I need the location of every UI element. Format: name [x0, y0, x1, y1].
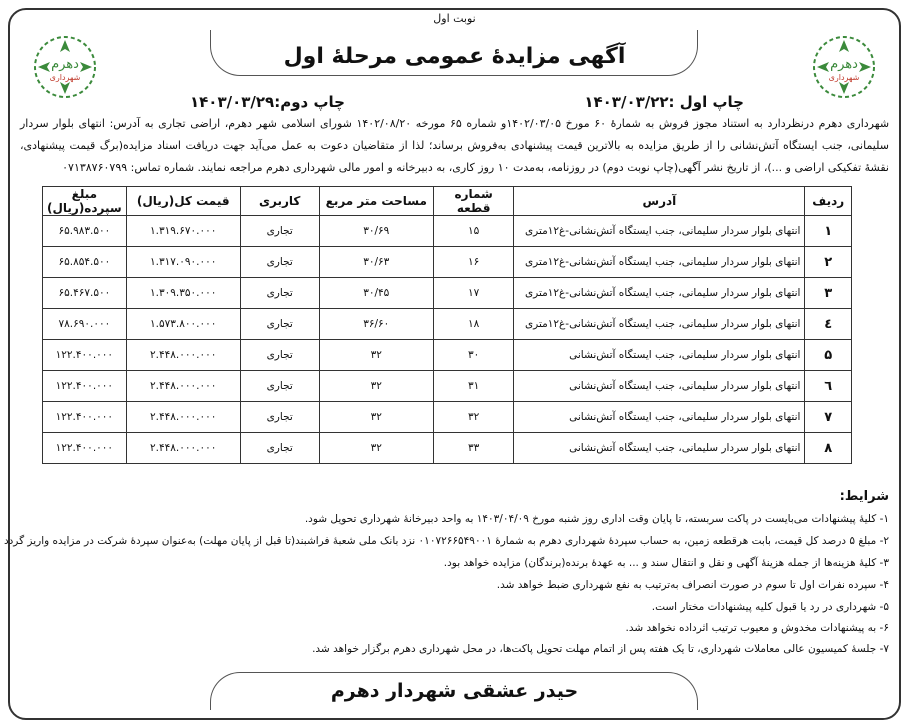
cell-index: ۵	[805, 340, 852, 371]
table-row	[43, 278, 852, 309]
col-area: مساحت متر مربع	[319, 187, 433, 216]
svg-text:دهرم: دهرم	[830, 57, 858, 72]
condition-item: ۱- کلیۀ پیشنهادات می‌بایست در پاکت سربسته، تا پایان وقت اداری روز شنبه مورخ ۱۴۰۳/۰۴/۰۹ به واحد دبیرخانۀ شهرداری تحویل شود.	[304, 513, 889, 525]
table-row	[43, 247, 852, 278]
cell-total-price: ۱.۵۷۳.۸۰۰.۰۰۰	[126, 309, 240, 340]
cell-usage: تجاری	[240, 340, 319, 371]
conditions-heading: شرایط:	[839, 489, 889, 504]
cell-address: انتهای بلوار سردار سلیمانی، جنب ایستگاه آتش‌نشانی	[514, 371, 805, 402]
cell-area: ۳۲	[319, 433, 433, 464]
cell-address: انتهای بلوار سردار سلیمانی، جنب ایستگاه آتش‌نشانی	[514, 340, 805, 371]
first-print-date: چاپ اول :۱۴۰۳/۰۳/۲۲	[584, 93, 744, 111]
cell-deposit: ۱۲۲.۴۰۰.۰۰۰	[43, 433, 127, 464]
condition-item: ۲- مبلغ ۵ درصد کل قیمت، بابت هرقطعه زمین، به حساب سپردۀ شهرداری دهرم به شمارۀ ۰۱۰۷۲۶۶۵۴۹۰۰۱ نزد بانک ملی شعبۀ فراشبند(تا قبل از پایان مهلت) به‌عنوان سپردۀ شرکت در مزایده واریز گردد	[3, 535, 889, 547]
cell-usage: تجاری	[240, 433, 319, 464]
condition-item: ۳- کلیۀ هزینه‌ها از جمله هزینۀ آگهی و نقل و انتقال سند و ... به عهدۀ برنده(برندگان) مزایده خواهد بود.	[443, 557, 889, 569]
cell-area: ۳۲	[319, 371, 433, 402]
table-header-row	[43, 187, 852, 216]
cell-lot-number: ۳۰	[433, 340, 513, 371]
turn-label: نوبت اول	[433, 12, 476, 25]
cell-lot-number: ۱۶	[433, 247, 513, 278]
cell-deposit: ۶۵.۸۵۴.۵۰۰	[43, 247, 127, 278]
cell-lot-number: ۳۱	[433, 371, 513, 402]
cell-usage: تجاری	[240, 247, 319, 278]
lots-table	[42, 186, 852, 464]
cell-total-price: ۲.۴۴۸.۰۰۰.۰۰۰	[126, 402, 240, 433]
cell-lot-number: ۱۷	[433, 278, 513, 309]
cell-index: ۲	[805, 247, 852, 278]
cell-address: انتهای بلوار سردار سلیمانی، جنب ایستگاه آتش‌نشانی	[514, 433, 805, 464]
cell-total-price: ۱.۳۰۹.۳۵۰.۰۰۰	[126, 278, 240, 309]
cell-area: ۳۰/۴۵	[319, 278, 433, 309]
cell-deposit: ۱۲۲.۴۰۰.۰۰۰	[43, 340, 127, 371]
col-usage: کاربری	[240, 187, 319, 216]
col-lot-number: شماره قطعه	[433, 187, 513, 216]
col-deposit: مبلغ سپرده(ریال)	[43, 187, 127, 216]
cell-area: ۳۶/۶۰	[319, 309, 433, 340]
table-row	[43, 340, 852, 371]
cell-lot-number: ۱۸	[433, 309, 513, 340]
col-index: ردیف	[805, 187, 852, 216]
cell-index: ٦	[805, 371, 852, 402]
condition-item: ۷- جلسۀ کمیسیون عالی معاملات شهرداری، تا یک هفته پس از اتمام مهلت تحویل پاکت‌ها، در محل شهرداری دهرم برگزار خواهد شد.	[312, 643, 889, 655]
cell-deposit: ۶۵.۴۶۷.۵۰۰	[43, 278, 127, 309]
mayor-signature: حیدر عشقی شهردار دهرم	[330, 680, 579, 702]
cell-address: انتهای بلوار سردار سلیمانی، جنب ایستگاه آتش‌نشانی	[514, 402, 805, 433]
svg-text:دهرم: دهرم	[51, 57, 79, 72]
cell-total-price: ۲.۴۴۸.۰۰۰.۰۰۰	[126, 371, 240, 402]
intro-paragraph: شهرداری دهرم درنظردارد به استناد مجوز فروش به شمارۀ ۶۰ مورخ ۱۴۰۲/۰۳/۰۵و شماره ۶۵ مورخه ۱۴۰۲/۰۸/۲۰ شورای اسلامی شهر دهرم، اراضی تجاری به آدرس: انتهای بلوار سردار سلیمانی، جنب ایستگاه آتش‌نشانی را از طریق مزایده به بالاترین قیمت پیشنهادی به‌فروش برساند؛ لذا از متقاضیان دعوت به عمل می‌آید جهت دریافت اسناد مزایده(برگ قیمت پیشنهادی، نقشۀ تفکیکی اراضی و ...)، از تاریخ نشر آگهی(چاپ نوبت دوم) در روزنامه، به‌مدت ۱۰ روز کاری، به دبیرخانه و امور مالی شهرداری دهرم مراجعه نمایند. شماره تماس: ۰۷۱۳۸۷۶۰۷۹۹	[20, 117, 890, 174]
table-row	[43, 216, 852, 247]
cell-usage: تجاری	[240, 309, 319, 340]
cell-area: ۳۰/۶۳	[319, 247, 433, 278]
cell-usage: تجاری	[240, 402, 319, 433]
cell-deposit: ۶۵.۹۸۳.۵۰۰	[43, 216, 127, 247]
cell-deposit: ۷۸.۶۹۰.۰۰۰	[43, 309, 127, 340]
cell-total-price: ۱.۳۱۷.۰۹۰.۰۰۰	[126, 247, 240, 278]
table-row	[43, 402, 852, 433]
svg-text:شهرداری: شهرداری	[49, 73, 81, 82]
condition-item: ۶- به پیشنهادات مخدوش و معیوب ترتیب اثرداده نخواهد شد.	[625, 622, 889, 634]
condition-item: ۴- سپرده نفرات اول تا سوم در صورت انصراف به‌ترتیب به نفع شهرداری ضبط خواهد شد.	[496, 579, 889, 591]
svg-text:شهرداری: شهرداری	[828, 73, 860, 82]
cell-index: ۸	[805, 433, 852, 464]
cell-lot-number: ۱۵	[433, 216, 513, 247]
cell-area: ۳۲	[319, 402, 433, 433]
col-address: آدرس	[514, 187, 805, 216]
cell-address: انتهای بلوار سردار سلیمانی، جنب ایستگاه آتش‌نشانی-غ۱۲متری	[514, 247, 805, 278]
table-row	[43, 309, 852, 340]
cell-address: انتهای بلوار سردار سلیمانی، جنب ایستگاه آتش‌نشانی-غ۱۲متری	[514, 278, 805, 309]
cell-total-price: ۲.۴۴۸.۰۰۰.۰۰۰	[126, 340, 240, 371]
cell-deposit: ۱۲۲.۴۰۰.۰۰۰	[43, 371, 127, 402]
notice-title: آگهی مزایدۀ عمومی مرحلۀ اول	[283, 44, 626, 69]
condition-item: ۵- شهرداری در رد یا قبول کلیه پیشنهادات مختار است.	[651, 601, 889, 613]
cell-area: ۳۰/۶۹	[319, 216, 433, 247]
cell-area: ۳۲	[319, 340, 433, 371]
cell-total-price: ۱.۳۱۹.۶۷۰.۰۰۰	[126, 216, 240, 247]
cell-lot-number: ۳۳	[433, 433, 513, 464]
table-row	[43, 371, 852, 402]
col-total-price: قیمت کل(ریال)	[126, 187, 240, 216]
second-print-date: چاپ دوم:۱۴۰۳/۰۳/۲۹	[190, 93, 345, 111]
cell-index: ۱	[805, 216, 852, 247]
cell-deposit: ۱۲۲.۴۰۰.۰۰۰	[43, 402, 127, 433]
cell-address: انتهای بلوار سردار سلیمانی، جنب ایستگاه آتش‌نشانی-غ۱۲متری	[514, 309, 805, 340]
cell-index: ۷	[805, 402, 852, 433]
municipality-logo-right	[809, 32, 879, 102]
cell-lot-number: ۳۲	[433, 402, 513, 433]
cell-total-price: ۲.۴۴۸.۰۰۰.۰۰۰	[126, 433, 240, 464]
municipality-logo-left	[30, 32, 100, 102]
cell-usage: تجاری	[240, 216, 319, 247]
cell-usage: تجاری	[240, 278, 319, 309]
cell-index: ٤	[805, 309, 852, 340]
cell-index: ۳	[805, 278, 852, 309]
table-row	[43, 433, 852, 464]
cell-usage: تجاری	[240, 371, 319, 402]
cell-address: انتهای بلوار سردار سلیمانی، جنب ایستگاه آتش‌نشانی-غ۱۲متری	[514, 216, 805, 247]
